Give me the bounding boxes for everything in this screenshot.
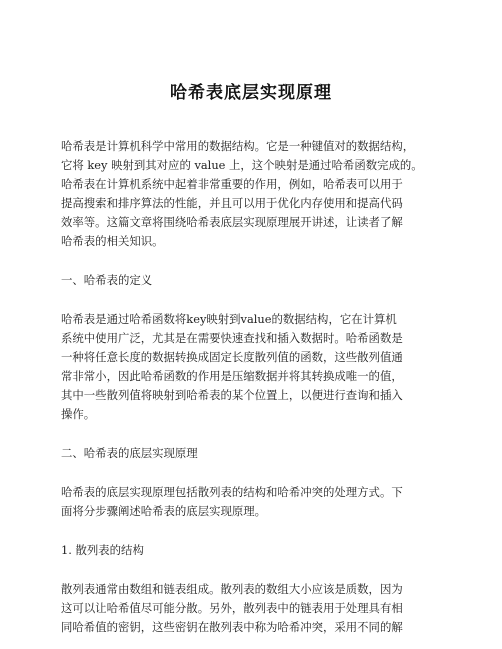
paragraph-gap <box>61 290 441 310</box>
text-line: 操作。 <box>61 407 96 421</box>
text-line: 常非常小，因此哈希函数的作用是压缩数据并将其转换成唯一的值， <box>61 369 403 383</box>
paragraph-gap <box>61 521 441 541</box>
paragraph-principle <box>61 483 441 521</box>
paragraph-intro <box>61 137 441 251</box>
text-line: 面将分步骤阐述哈希表的底层实现原理。 <box>61 504 267 518</box>
section-heading-principle <box>61 444 441 463</box>
text-line: 效率等。这篇文章将围绕哈希表底层实现原理展开讲述，让读者了解 <box>61 215 403 229</box>
document-title: 哈希表底层实现原理 <box>170 83 332 103</box>
text-line: 其中一些散列值将映射到哈希表的某个位置上，以便进行查询和插入 <box>61 388 403 402</box>
text-line: 哈希表是计算机科学中常用的数据结构。它是一种键值对的数据结构， <box>61 139 415 153</box>
paragraph-structure <box>61 580 441 637</box>
paragraph-gap <box>61 251 441 271</box>
text-line: 哈希表在计算机系统中起着非常重要的作用，例如，哈希表可以用于 <box>61 177 403 191</box>
document-body <box>61 137 441 637</box>
text-line: 散列表通常由数组和链表组成。散列表的数组大小应该是质数，因为 <box>61 582 403 596</box>
text-line: 哈希表的相关知识。 <box>61 234 164 248</box>
text-line: 哈希表的底层实现原理包括散列表的结构和哈希冲突的处理方式。下 <box>61 485 403 499</box>
paragraph-definition <box>61 310 441 424</box>
text-line: 系统中使用广泛，尤其是在需要快速查找和插入数据时。哈希函数是 <box>61 331 403 345</box>
text-line: 它将 key 映射到其对应的 value 上，这个映射是通过哈希函数完成的。 <box>61 158 423 172</box>
section-heading-definition <box>61 271 441 290</box>
text-line: 哈希表是通过哈希函数将key映射到value的数据结构，它在计算机 <box>61 312 397 326</box>
heading-text: 1. 散列表的结构 <box>61 543 144 557</box>
text-line: 同哈希值的密钥，这些密钥在散列表中称为哈希冲突，采用不同的解 <box>61 620 403 634</box>
paragraph-gap <box>61 424 441 444</box>
paragraph-gap <box>61 560 441 580</box>
heading-text: 二、哈希表的底层实现原理 <box>61 446 198 460</box>
heading-text: 一、哈希表的定义 <box>61 273 153 287</box>
paragraph-gap <box>61 463 441 483</box>
text-line: 提高搜索和排序算法的性能，并且可以用于优化内存使用和提高代码 <box>61 196 403 210</box>
section-heading-structure <box>61 541 441 560</box>
text-line: 一种将任意长度的数据转换成固定长度散列值的函数，这些散列值通 <box>61 350 403 364</box>
text-line: 这可以让哈希值尽可能分散。另外，散列表中的链表用于处理具有相 <box>61 601 403 615</box>
